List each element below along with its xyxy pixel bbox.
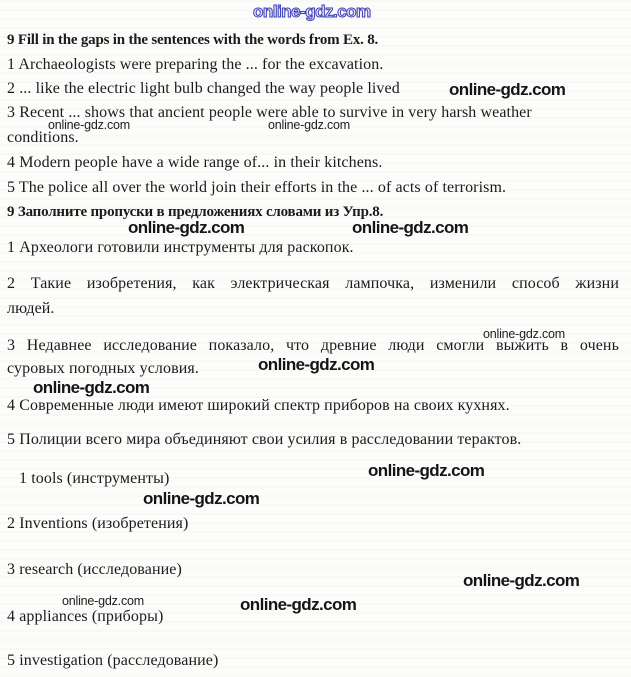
answer-item-3: 3 research (исследование) <box>7 561 182 578</box>
watermark-small-3: online-gdz.com <box>483 327 565 341</box>
watermark-small-4: online-gdz.com <box>62 594 144 608</box>
watermark-small-2: online-gdz.com <box>268 118 350 132</box>
watermark-bold-ans-3: online-gdz.com <box>463 571 580 590</box>
watermark-top-blue: online-gdz.com <box>253 2 371 21</box>
watermark-bold-ru-left: online-gdz.com <box>128 218 245 237</box>
watermark-small-1: online-gdz.com <box>48 118 130 132</box>
answer-item-2: 2 Inventions (изобретения) <box>7 515 189 532</box>
russian-sentence-3-continued: суровых погодных условия. <box>7 360 199 377</box>
watermark-bold-mid: online-gdz.com <box>258 355 375 374</box>
watermark-inline-lived: online-gdz.com <box>449 80 566 99</box>
russian-sentence-3: 3 Недавнее исследование показало, что древние люди смогли выжить в очень <box>7 337 619 354</box>
watermark-bold-ru-right: online-gdz.com <box>352 218 469 237</box>
russian-sentence-2: 2 Такие изобретения, как электрическая лампочка, изменили способ жизни <box>7 275 619 292</box>
watermark-bold-ans-1: online-gdz.com <box>368 461 485 480</box>
english-sentence-3: 3 Recent ... shows that ancient people were able to survive in very harsh weather <box>7 104 532 121</box>
english-sentence-1: 1 Archaeologists were preparing the ... for the excavation. <box>7 56 384 73</box>
russian-sentence-4: 4 Современные люди имеют широкий спектр приборов на своих кухнях. <box>7 397 510 414</box>
russian-sentence-2-continued: людей. <box>7 300 55 317</box>
watermark-bold-ans-4: online-gdz.com <box>240 595 357 614</box>
watermark-bold-ans-2: online-gdz.com <box>143 489 260 508</box>
english-sentence-4: 4 Modern people have a wide range of... in their kitchens. <box>7 154 383 171</box>
watermark-bold-left: online-gdz.com <box>33 378 150 397</box>
answer-item-4: 4 appliances (приборы) <box>7 608 164 625</box>
english-sentence-2: 2 ... like the electric light bulb changed the way people lived <box>7 80 400 97</box>
answer-item-5: 5 investigation (расследование) <box>7 652 219 669</box>
answer-item-1: 1 tools (инструменты) <box>19 470 170 487</box>
russian-sentence-1: 1 Археологи готовили инструменты для раскопок. <box>7 239 354 256</box>
english-sentence-5: 5 The police all over the world join their efforts in the ... of acts of terrorism. <box>7 179 507 196</box>
english-sentence-3-continued: conditions. <box>7 129 79 146</box>
russian-task-heading: 9 Заполните пропуски в предложениях словами из Упр.8. <box>7 204 384 220</box>
russian-sentence-5: 5 Полиции всего мира объединяют свои усилия в расследовании терактов. <box>7 431 522 448</box>
english-task-heading: 9 Fill in the gaps in the sentences with the words from Ex. 8. <box>7 32 379 48</box>
